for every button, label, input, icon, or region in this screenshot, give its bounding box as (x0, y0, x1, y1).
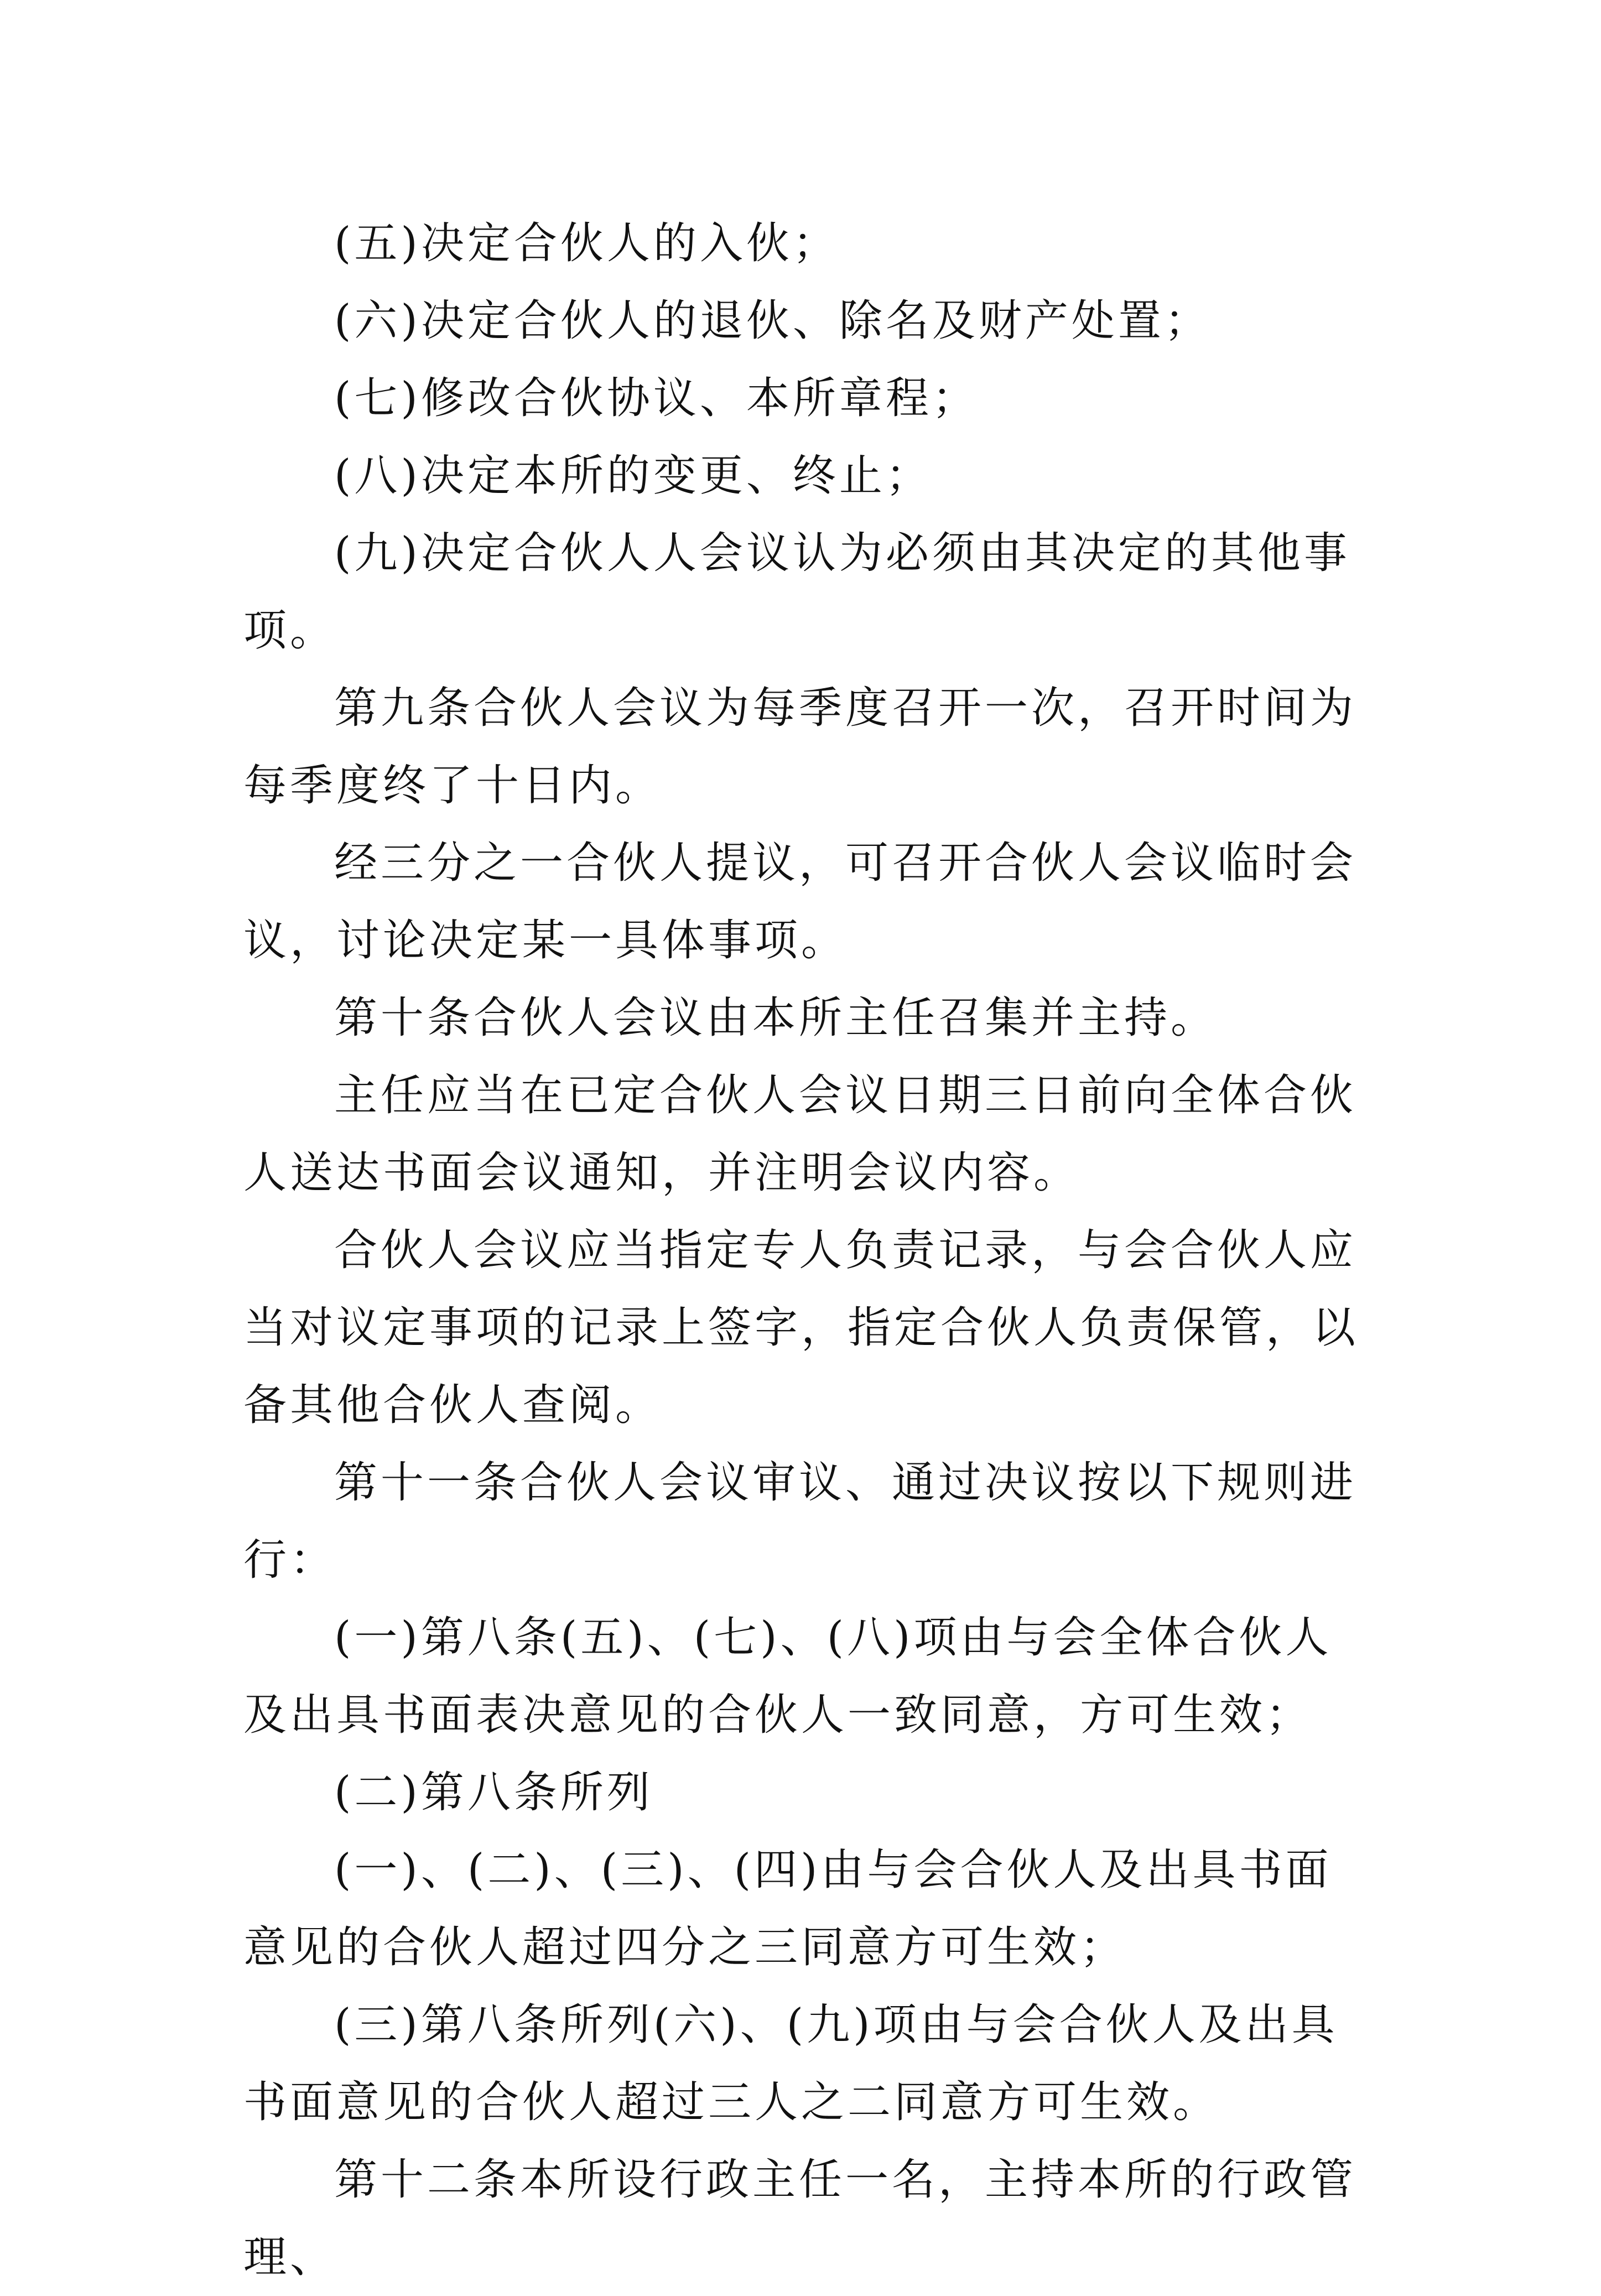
article-11-rule-2-body: (一)、(二)、(三)、(四)由与会合伙人及出具书面意见的合伙人超过四分之三同意方可生效； (243, 1845, 1332, 1972)
article-10-notice: 主任应当在已定合伙人会议日期三日前向全体合伙人送达书面会议通知，并注明会议内容。 (243, 1071, 1357, 1198)
article-11-paragraph: 第十一条合伙人会议审议、通过决议按以下规则进行： (243, 1458, 1357, 1585)
article-10-record: 合伙人会议应当指定专人负责记录，与会合伙人应当对议定事项的记录上签字，指定合伙人负责保管，以备其他合伙人查阅。 (243, 1225, 1359, 1430)
article-11-rule-2-heading: (二)第八条所列 (334, 1768, 653, 1817)
document-body (243, 205, 1378, 2296)
article-11-rule-3: (三)第八条所列(六)、(九)项由与会合伙人及出具书面意见的合伙人超过三人之二同意方可生效。 (243, 2000, 1338, 2127)
paragraph-item-9: (九)决定合伙人人会议认为必须由其决定的其他事项。 (243, 528, 1350, 656)
article-12-paragraph: 第十二条本所设行政主任一名，主持本所的行政管理、 (243, 2155, 1357, 2282)
paragraph-item-7: (七)修改合伙协议、本所章程； (334, 373, 979, 423)
article-9-temporary-meeting: 经三分之一合伙人提议，可召开合伙人会议临时会议，讨论决定某一具体事项。 (243, 838, 1357, 965)
paragraph-item-6: (六)决定合伙人的退伙、除名及财产处置； (334, 296, 1211, 346)
article-10-paragraph: 第十条合伙人会议由本所主任召集并主持。 (334, 993, 1218, 1043)
article-9-paragraph: 第九条合伙人会议为每季度召开一次，召开时间为每季度终了十日内。 (243, 683, 1357, 811)
paragraph-item-8: (八)决定本所的变更、终止； (334, 451, 932, 501)
article-11-rule-1: (一)第八条(五)、(七)、(八)项由与会全体合伙人及出具书面表决意见的合伙人一致同意，方可生效； (243, 1613, 1332, 1740)
paragraph-item-5: (五)决定合伙人的入伙； (334, 219, 839, 268)
